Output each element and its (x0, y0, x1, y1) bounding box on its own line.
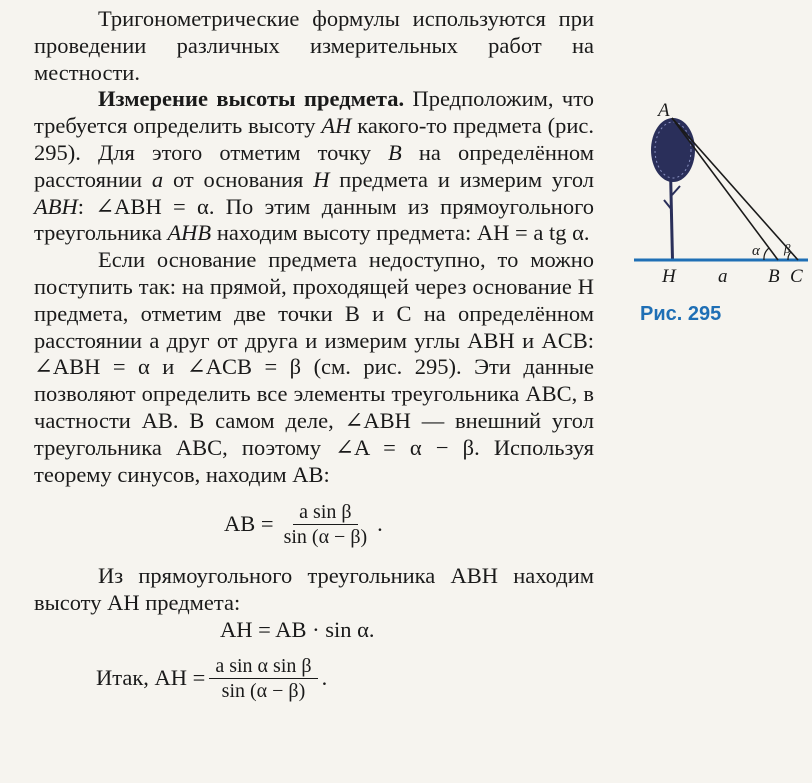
label-beta: β (784, 241, 791, 256)
intro-paragraph: Тригонометрические формулы используются при проведении различных измерительных работ на местности. (34, 6, 594, 85)
inaccessible-base-paragraph: Если основание предмета недоступно, то можно поступить так: на прямой, проходящей через основание H предмета, отметим две точки B и C на определённом расстоянии a друг от друга и измерим углы ABH и ACB: ∠ABH = α и ∠ACB = β (см. рис. 295). Эти данные позволяют определить все элементы треугольника ABC, в частности AB. В самом деле, ∠ABH — внешний угол треугольника ABC, поэтому ∠A = α − β. Используя теорему синусов, находим AB: (34, 247, 594, 487)
tree-trunk (669, 170, 674, 260)
formula-final-numerator: a sin α sin β (209, 654, 317, 679)
formula-final-denominator: sin (α − β) (221, 679, 306, 702)
formula-ab-fraction (278, 500, 374, 549)
text-run: : ∠ABH = α. По этим данным из прямоугольного треугольника (34, 193, 594, 246)
text-run: Предположим, что требуется определить высоту (34, 86, 594, 139)
formula-ab (34, 500, 594, 549)
label-C: C (790, 266, 803, 287)
label-alpha: α (752, 243, 760, 259)
formula-final-lead: Итак, AH = (96, 664, 206, 690)
label-B: B (768, 266, 780, 287)
label-A: A (658, 100, 670, 121)
formula-ab-lhs: AB = (224, 511, 274, 537)
text-run: предмета и измерим угол (329, 166, 595, 192)
var-ABH: ABH (34, 193, 78, 219)
formula-ah: AH = AB · sin α. (220, 616, 375, 642)
var-B: B (388, 139, 402, 165)
formula-ab-period: . (377, 511, 383, 537)
var-H: H (313, 166, 330, 192)
height-measurement-paragraph (34, 86, 594, 247)
text-run: какого-то предмета (рис. 295). Для этого отметим точку (34, 113, 594, 165)
section-heading: Измерение высоты предмета. (98, 86, 405, 112)
text-column (34, 6, 594, 703)
var-AHB: AHB (167, 220, 212, 246)
formula-final-period: . (321, 664, 328, 690)
formula-ab-numerator: a sin β (293, 500, 357, 525)
text-run: находим высоту предмета: AH = a tg α. (211, 220, 590, 246)
angle-alpha-arc (764, 248, 769, 260)
tree-crown (651, 118, 695, 182)
formula-final-fraction (209, 654, 317, 703)
label-a: a (718, 266, 728, 287)
line-AC (672, 118, 798, 260)
right-triangle-paragraph: Из прямоугольного треугольника ABH находим высоту AH предмета: (34, 563, 594, 616)
text-run: от основания (163, 166, 314, 192)
label-H: H (662, 266, 676, 287)
line-AB (672, 118, 778, 260)
text-run: на определённом расстоянии (34, 139, 594, 192)
var-AH: AH (321, 113, 352, 139)
formula-ab-denominator: sin (α − β) (283, 526, 368, 549)
var-a: a (151, 166, 164, 192)
formula-final (34, 654, 594, 703)
figure-caption: Рис. 295 (640, 303, 722, 325)
